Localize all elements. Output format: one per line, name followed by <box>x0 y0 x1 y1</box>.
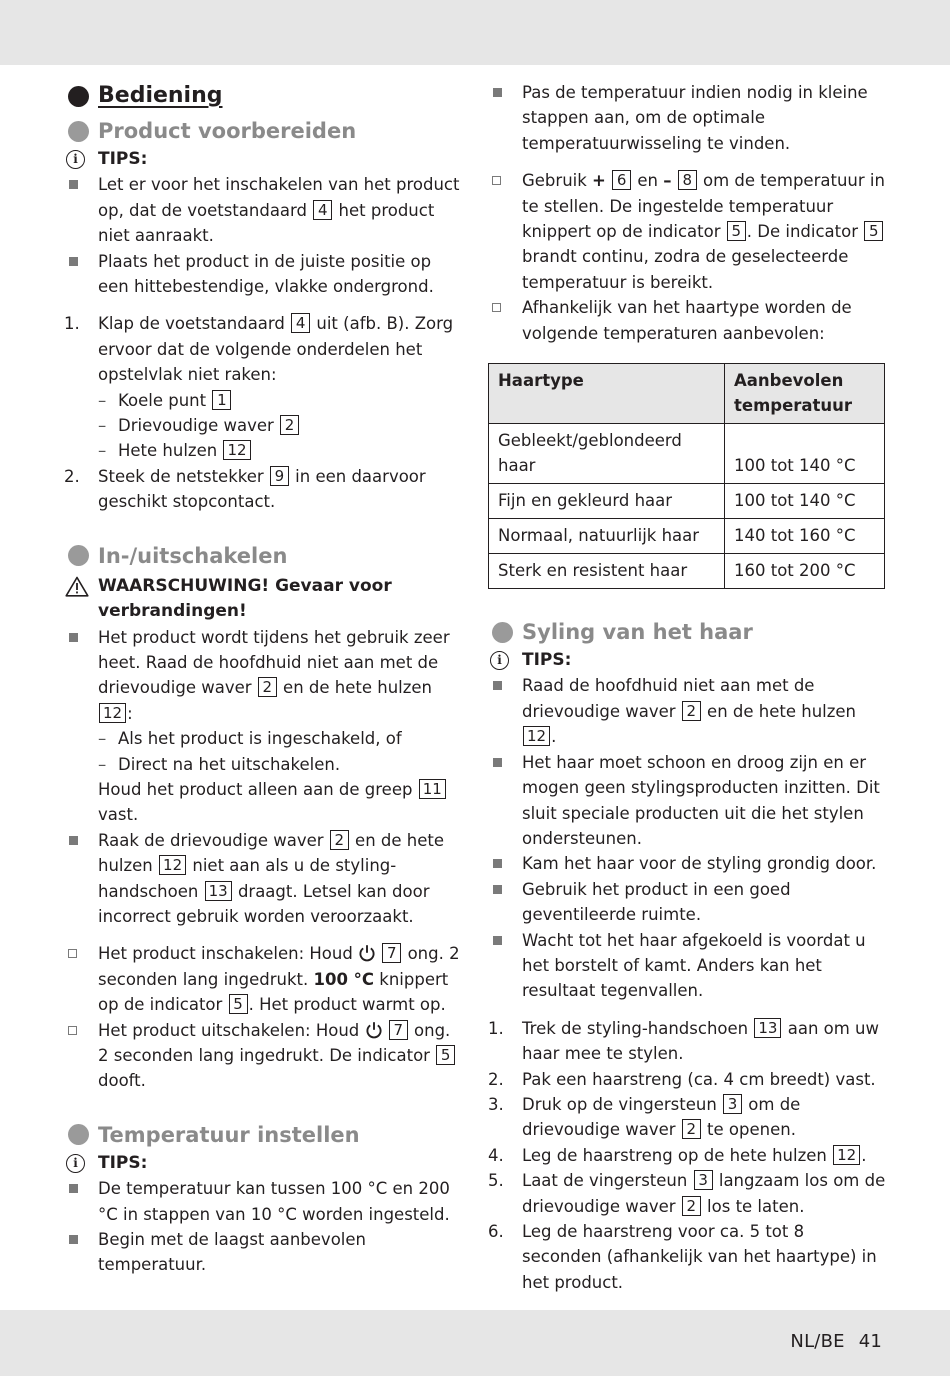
sub-item: – Koele punt 1 <box>64 388 462 413</box>
sub-item: – Drievoudige waver 2 <box>64 413 462 438</box>
part-number: 2 <box>682 1196 701 1216</box>
continuation-text: Houd het product alleen aan de greep 11 vast. <box>64 777 462 828</box>
info-icon: i <box>66 1154 85 1173</box>
table-row <box>489 484 885 519</box>
numbered-step: 6. Leg de haarstreng voor ca. 5 tot 8 seconden (afhankelijk van het haartype) in het product. <box>488 1222 877 1292</box>
action-item: Het product uitschakelen: Houd 7 ong. 2 seconden lang ingedrukt. De indicator 5 dooft. <box>64 1018 462 1094</box>
column-header: Haartype <box>489 364 725 424</box>
part-number: 12 <box>99 703 126 723</box>
table-row <box>489 424 885 484</box>
part-number: 13 <box>205 881 232 901</box>
table-cell: Fijn en gekleurd haar <box>489 484 725 519</box>
header-band <box>0 0 950 65</box>
bullet-dot-icon <box>492 622 513 643</box>
table-cell: Gebleekt/geblondeerd haar <box>489 424 725 484</box>
part-number: 12 <box>223 440 250 460</box>
part-number: 6 <box>612 170 631 190</box>
table-row <box>489 519 885 554</box>
page-number: 41 <box>858 1331 882 1352</box>
table-cell: 160 tot 200 °C <box>725 554 885 589</box>
checkbox-bullet-icon <box>68 1026 77 1035</box>
part-number: 7 <box>382 943 401 963</box>
bullet-dot-icon <box>68 121 89 142</box>
part-number: 9 <box>270 466 289 486</box>
part-number: 12 <box>159 855 186 875</box>
section-heading-bediening: Bediening <box>64 80 462 112</box>
square-bullet-icon <box>69 836 78 845</box>
warning-label: WAARSCHUWING! Gevaar voor verbrandingen! <box>64 574 462 625</box>
list-item: Kam het haar voor de styling grondig door. <box>488 851 888 876</box>
list-item: Wacht tot het haar afgekoeld is voordat u het borstelt of kamt. Anders kan het resultaat tegenvallen. <box>488 928 888 1004</box>
part-number: 5 <box>727 221 746 241</box>
table-cell: Sterk en resistent haar <box>489 554 725 589</box>
part-number: 11 <box>419 779 446 799</box>
numbered-step: 3. Druk op de vingersteun 3 om de drievoudige waver 2 te openen. <box>488 1094 801 1140</box>
part-number: 2 <box>258 677 277 697</box>
list-item: Pas de temperatuur indien nodig in kleine stappen aan, om de optimale temperatuurwisseling te vinden. <box>488 80 888 156</box>
part-number: 4 <box>313 200 332 220</box>
part-number: 12 <box>833 1145 860 1165</box>
table-cell: 140 tot 160 °C <box>725 519 885 554</box>
numbered-step: 1. Trek de styling-handschoen 13 aan om uw haar mee te stylen. <box>488 1018 880 1064</box>
language-code: NL/BE <box>790 1331 845 1352</box>
part-number: 3 <box>723 1094 742 1114</box>
bullet-dot-icon <box>68 1124 89 1145</box>
bullet-dot-icon <box>68 86 89 107</box>
list-item: Raad de hoofdhuid niet aan met de drievoudige waver 2 en de hete hulzen 12 . <box>488 673 888 749</box>
part-number: 5 <box>864 221 883 241</box>
square-bullet-icon <box>493 88 502 97</box>
list-item: Let er voor het inschakelen van het product op, dat de voetstandaard 4 het product niet aanraakt. <box>64 172 462 248</box>
power-icon <box>365 1021 383 1039</box>
section-heading-styling: Syling van het haar <box>488 616 888 648</box>
part-number: 5 <box>436 1045 455 1065</box>
section-heading-temperatuur-instellen: Temperatuur instellen <box>64 1119 462 1151</box>
info-icon: i <box>490 651 509 670</box>
part-number: 5 <box>229 994 248 1014</box>
part-number: 8 <box>678 170 697 190</box>
list-item: Begin met de laagst aanbevolen temperatuur. <box>64 1227 462 1278</box>
part-number: 2 <box>682 1119 701 1139</box>
warning-triangle-icon <box>65 576 89 597</box>
square-bullet-icon <box>493 758 502 767</box>
page-footer <box>776 1331 882 1352</box>
square-bullet-icon <box>493 885 502 894</box>
list-item: Het product wordt tijdens het gebruik zeer heet. Raad de hoofdhuid niet aan met de drievoudige waver 2 en de hete hulzen 12 : <box>64 625 462 727</box>
square-bullet-icon <box>69 180 78 189</box>
checkbox-bullet-icon <box>68 949 77 958</box>
part-number: 4 <box>291 313 310 333</box>
temperature-table <box>488 363 885 589</box>
table-cell: 100 tot 140 °C <box>725 484 885 519</box>
list-item: Het haar moet schoon en droog zijn en er mogen geen stylingsproducten inzitten. Dit sluit speciale producten uit die het stylen ondersteunen. <box>488 750 888 852</box>
power-icon <box>358 944 376 962</box>
table-header-row <box>489 364 885 424</box>
part-number: 1 <box>212 390 231 410</box>
info-icon: i <box>66 150 85 169</box>
left-column <box>64 80 462 1278</box>
list-item: De temperatuur kan tussen 100 °C en 200 °C in stappen van 10 °C worden ingesteld. <box>64 1176 462 1227</box>
numbered-step: 2. Steek de netstekker 9 in een daarvoor geschikt stopcontact. <box>64 466 426 512</box>
right-column <box>488 80 888 1295</box>
sub-item: – Als het product is ingeschakeld, of <box>98 729 402 749</box>
numbered-step: 1. Klap de voetstandaard 4 uit (afb. B). Zorg ervoor dat de volgende onderdelen het opstelvlak niet raken: <box>64 314 454 385</box>
square-bullet-icon <box>69 1235 78 1244</box>
section-heading-in-uitschakelen: In-/uitschakelen <box>64 540 462 572</box>
part-number: 7 <box>389 1020 408 1040</box>
column-header: Aanbevolen temperatuur <box>725 364 885 424</box>
list-item: Plaats het product in de juiste positie op een hittebestendige, vlakke ondergrond. <box>64 249 462 300</box>
action-item: Afhankelijk van het haartype worden de volgende temperaturen aanbevolen: <box>488 295 888 346</box>
part-number: 3 <box>694 1170 713 1190</box>
part-number: 2 <box>280 415 299 435</box>
checkbox-bullet-icon <box>492 176 501 185</box>
sub-item: – Hete hulzen 12 <box>64 438 462 463</box>
tips-label: i TIPS: <box>64 1151 462 1176</box>
list-item: Raak de drievoudige waver 2 en de hete hulzen 12 niet aan als u de styling-handschoen 13 draagt. Letsel kan door incorrect gebruik worden veroorzaakt. <box>64 828 462 930</box>
tips-label: i TIPS: <box>64 147 462 172</box>
numbered-step: 2. Pak een haarstreng (ca. 4 cm breedt) vast. <box>488 1069 876 1089</box>
part-number: 12 <box>523 726 550 746</box>
action-item: Gebruik + 6 en – 8 om de temperatuur in te stellen. De ingestelde temperatuur knippert op de indicator 5 . De indicator 5 brandt continu, zodra de geselecteerde temperatuur is bereikt. <box>488 168 888 295</box>
bullet-dot-icon <box>68 545 89 566</box>
square-bullet-icon <box>493 859 502 868</box>
numbered-step: 5. Laat de vingersteun 3 langzaam los om de drievoudige waver 2 los te laten. <box>488 1171 886 1216</box>
action-item: Het product inschakelen: Houd 7 ong. 2 seconden lang ingedrukt. 100 °C knippert op de indicator 5 . Het product warmt op. <box>64 941 462 1017</box>
section-heading-product-voorbereiden: Product voorbereiden <box>64 115 462 147</box>
square-bullet-icon <box>69 257 78 266</box>
part-number: 2 <box>330 830 349 850</box>
table-cell: 100 tot 140 °C <box>725 424 885 484</box>
square-bullet-icon <box>69 633 78 642</box>
square-bullet-icon <box>69 1184 78 1193</box>
square-bullet-icon <box>493 936 502 945</box>
sub-item: – Direct na het uitschakelen. <box>98 754 341 774</box>
table-cell: Normaal, natuurlijk haar <box>489 519 725 554</box>
list-item: Gebruik het product in een goed geventileerde ruimte. <box>488 877 888 928</box>
square-bullet-icon <box>493 681 502 690</box>
part-number: 2 <box>682 701 701 721</box>
part-number: 13 <box>754 1018 781 1038</box>
checkbox-bullet-icon <box>492 303 501 312</box>
table-row <box>489 554 885 589</box>
tips-label: i TIPS: <box>488 648 888 673</box>
numbered-step: 4. Leg de haarstreng op de hete hulzen 12 . <box>488 1145 867 1165</box>
